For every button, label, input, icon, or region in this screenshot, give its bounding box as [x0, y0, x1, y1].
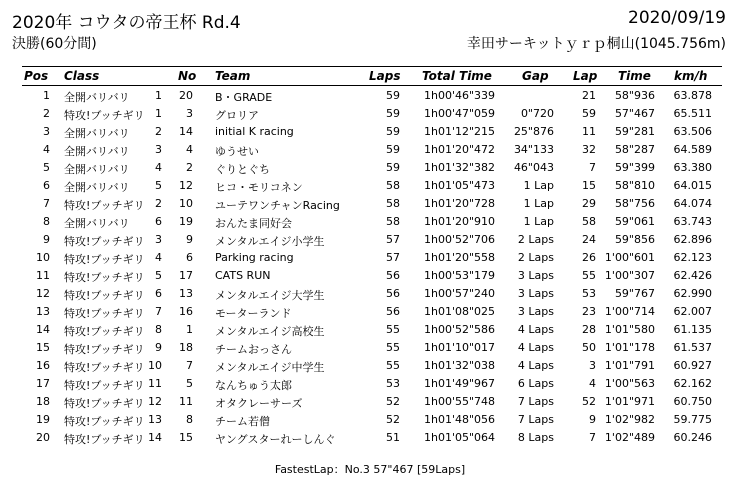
cell-no: 5 — [186, 377, 193, 390]
cell-time: 1'02"489 — [604, 431, 655, 444]
cell-gap: 4 Laps — [517, 341, 554, 354]
cell-total-time: 1h00'57"240 — [424, 287, 496, 300]
cell-kmh: 63.743 — [673, 215, 712, 228]
cell-class: 特攻!ブッチギリ — [64, 379, 145, 392]
cell-no: 20 — [179, 89, 193, 102]
cell-class-pos: 5 — [155, 179, 162, 192]
col-header-pos: Pos — [24, 69, 49, 83]
cell-lap: 55 — [582, 269, 596, 282]
cell-time: 1'00"563 — [604, 377, 655, 390]
table-row — [0, 124, 740, 142]
cell-class-pos: 3 — [155, 233, 162, 246]
cell-laps: 59 — [386, 89, 400, 102]
cell-gap: 34"133 — [513, 143, 554, 156]
header-bottom-rule — [22, 85, 722, 86]
cell-kmh: 64.074 — [673, 197, 712, 210]
col-header-lap: Lap — [573, 69, 598, 83]
col-header-class: Class — [64, 69, 100, 83]
table-row — [0, 142, 740, 160]
table-row — [0, 304, 740, 322]
cell-laps: 58 — [386, 179, 400, 192]
cell-kmh: 64.015 — [673, 179, 712, 192]
cell-gap: 2 Laps — [517, 251, 554, 264]
cell-class: 特攻!ブッチギリ — [64, 325, 145, 338]
cell-gap: 3 Laps — [517, 269, 554, 282]
cell-time: 59"767 — [614, 287, 655, 300]
cell-gap: 1 Lap — [523, 179, 554, 192]
cell-laps: 59 — [386, 143, 400, 156]
cell-time: 1'02"982 — [604, 413, 655, 426]
cell-kmh: 63.506 — [673, 125, 712, 138]
table-row — [0, 340, 740, 358]
cell-lap: 26 — [582, 251, 596, 264]
table-row — [0, 430, 740, 448]
cell-gap: 4 Laps — [517, 359, 554, 372]
cell-class: 特攻!ブッチギリ — [64, 307, 145, 320]
cell-no: 7 — [186, 359, 193, 372]
cell-time: 57"467 — [614, 107, 655, 120]
cell-kmh: 61.135 — [673, 323, 712, 336]
col-header-laps: Laps — [369, 69, 401, 83]
cell-pos: 6 — [43, 179, 50, 192]
cell-kmh: 59.775 — [673, 413, 712, 426]
cell-kmh: 62.426 — [673, 269, 712, 282]
cell-class-pos: 4 — [155, 251, 162, 264]
cell-pos: 16 — [36, 359, 50, 372]
results-table — [0, 88, 740, 448]
cell-class: 全開バリバリ — [64, 91, 130, 104]
cell-gap: 0"720 — [520, 107, 554, 120]
cell-team: CATS RUN — [215, 269, 271, 282]
cell-no: 2 — [186, 161, 193, 174]
cell-class: 特攻!ブッチギリ — [64, 253, 145, 266]
cell-total-time: 1h01'05"064 — [424, 431, 496, 444]
cell-time: 59"856 — [614, 233, 655, 246]
cell-class: 全開バリバリ — [64, 217, 130, 230]
cell-kmh: 62.990 — [673, 287, 712, 300]
cell-pos: 9 — [43, 233, 50, 246]
cell-lap: 24 — [582, 233, 596, 246]
table-row — [0, 268, 740, 286]
cell-laps: 52 — [386, 395, 400, 408]
cell-laps: 56 — [386, 305, 400, 318]
col-header-total-time: Total Time — [422, 69, 492, 83]
cell-total-time: 1h01'32"382 — [424, 161, 496, 174]
cell-time: 1'00"307 — [604, 269, 655, 282]
cell-class-pos: 2 — [155, 125, 162, 138]
cell-no: 15 — [179, 431, 193, 444]
cell-total-time: 1h00'53"179 — [424, 269, 496, 282]
cell-pos: 3 — [43, 125, 50, 138]
cell-class: 特攻!ブッチギリ — [64, 289, 145, 302]
cell-class-pos: 3 — [155, 143, 162, 156]
col-header-kmh: km/h — [674, 69, 708, 83]
table-row — [0, 88, 740, 106]
cell-team: Parking racing — [215, 251, 294, 264]
cell-gap: 7 Laps — [517, 413, 554, 426]
cell-total-time: 1h01'12"215 — [424, 125, 496, 138]
cell-laps: 51 — [386, 431, 400, 444]
cell-lap: 50 — [582, 341, 596, 354]
cell-team: ヤングスターれーしんぐ — [215, 433, 336, 446]
event-date: 2020/09/19 — [628, 8, 726, 28]
cell-pos: 13 — [36, 305, 50, 318]
cell-no: 6 — [186, 251, 193, 264]
table-row — [0, 160, 740, 178]
cell-lap: 21 — [582, 89, 596, 102]
cell-gap: 8 Laps — [517, 431, 554, 444]
cell-lap: 11 — [582, 125, 596, 138]
cell-laps: 59 — [386, 125, 400, 138]
cell-time: 1'01"178 — [604, 341, 655, 354]
cell-laps: 57 — [386, 251, 400, 264]
cell-laps: 55 — [386, 341, 400, 354]
cell-class-pos: 1 — [155, 107, 162, 120]
cell-lap: 9 — [589, 413, 596, 426]
table-row — [0, 232, 740, 250]
cell-class: 特攻!ブッチギリ — [64, 343, 145, 356]
cell-gap: 6 Laps — [517, 377, 554, 390]
cell-pos: 17 — [36, 377, 50, 390]
cell-pos: 18 — [36, 395, 50, 408]
cell-class-pos: 12 — [148, 395, 162, 408]
cell-lap: 7 — [589, 161, 596, 174]
cell-lap: 4 — [589, 377, 596, 390]
cell-team: なんちゅう太郎 — [215, 379, 292, 392]
table-row — [0, 358, 740, 376]
cell-gap: 1 Lap — [523, 197, 554, 210]
cell-laps: 55 — [386, 323, 400, 336]
cell-lap: 58 — [582, 215, 596, 228]
cell-team: ゆうせい — [215, 145, 259, 158]
cell-class-pos: 6 — [155, 215, 162, 228]
cell-lap: 28 — [582, 323, 596, 336]
session-name: 決勝(60分間) — [12, 36, 97, 52]
cell-time: 58"287 — [614, 143, 655, 156]
cell-class-pos: 7 — [155, 305, 162, 318]
cell-gap: 3 Laps — [517, 305, 554, 318]
cell-class: 全開バリバリ — [64, 127, 130, 140]
event-title: 2020年 コウタの帝王杯 Rd.4 — [12, 13, 241, 33]
cell-no: 14 — [179, 125, 193, 138]
header-top-rule — [22, 66, 722, 67]
cell-gap: 4 Laps — [517, 323, 554, 336]
cell-class: 全開バリバリ — [64, 181, 130, 194]
cell-team: メンタルエイジ中学生 — [215, 361, 325, 374]
cell-lap: 52 — [582, 395, 596, 408]
cell-no: 9 — [186, 233, 193, 246]
table-row — [0, 178, 740, 196]
fastest-lap-note: FastestLap：No.3 57"467 [59Laps] — [274, 463, 466, 476]
cell-kmh: 60.246 — [673, 431, 712, 444]
cell-pos: 20 — [36, 431, 50, 444]
cell-team: チームおっさん — [215, 343, 292, 356]
cell-class-pos: 9 — [155, 341, 162, 354]
table-row — [0, 106, 740, 124]
cell-kmh: 62.896 — [673, 233, 712, 246]
table-row — [0, 322, 740, 340]
cell-team: ヒコ・モリコネン — [215, 181, 303, 194]
venue-name: 幸田サーキットｙｒｐ桐山(1045.756m) — [466, 36, 726, 52]
cell-kmh: 63.878 — [673, 89, 712, 102]
cell-lap: 29 — [582, 197, 596, 210]
cell-class: 特攻!ブッチギリ — [64, 397, 145, 410]
cell-time: 1'00"601 — [604, 251, 655, 264]
cell-team: メンタルエイジ大学生 — [215, 289, 325, 302]
cell-gap: 7 Laps — [517, 395, 554, 408]
cell-no: 19 — [179, 215, 193, 228]
cell-kmh: 64.589 — [673, 143, 712, 156]
cell-total-time: 1h00'52"706 — [424, 233, 496, 246]
cell-no: 10 — [179, 197, 193, 210]
table-row — [0, 214, 740, 232]
cell-pos: 5 — [43, 161, 50, 174]
cell-team: メンタルエイジ高校生 — [215, 325, 325, 338]
cell-no: 16 — [179, 305, 193, 318]
cell-lap: 7 — [589, 431, 596, 444]
cell-class-pos: 11 — [148, 377, 162, 390]
cell-gap: 25"876 — [513, 125, 554, 138]
cell-team: ユーテワンチャンRacing — [215, 199, 340, 212]
cell-time: 1'01"791 — [604, 359, 655, 372]
cell-no: 4 — [186, 143, 193, 156]
cell-kmh: 63.380 — [673, 161, 712, 174]
cell-team: initial K racing — [215, 125, 294, 138]
cell-class-pos: 6 — [155, 287, 162, 300]
cell-team: グロリア — [215, 109, 259, 122]
cell-total-time: 1h01'08"025 — [424, 305, 496, 318]
cell-kmh: 62.162 — [673, 377, 712, 390]
cell-laps: 55 — [386, 359, 400, 372]
cell-lap: 59 — [582, 107, 596, 120]
cell-lap: 32 — [582, 143, 596, 156]
cell-total-time: 1h01'48"056 — [424, 413, 496, 426]
cell-no: 17 — [179, 269, 193, 282]
cell-pos: 8 — [43, 215, 50, 228]
cell-gap: 3 Laps — [517, 287, 554, 300]
cell-team: B・GRADE — [215, 91, 273, 104]
cell-no: 18 — [179, 341, 193, 354]
cell-class-pos: 13 — [148, 413, 162, 426]
cell-gap: 2 Laps — [517, 233, 554, 246]
cell-laps: 56 — [386, 269, 400, 282]
cell-gap: 1 Lap — [523, 215, 554, 228]
cell-laps: 56 — [386, 287, 400, 300]
cell-lap: 23 — [582, 305, 596, 318]
cell-class-pos: 4 — [155, 161, 162, 174]
cell-class-pos: 5 — [155, 269, 162, 282]
cell-total-time: 1h01'05"473 — [424, 179, 496, 192]
col-header-time: Time — [618, 69, 651, 83]
col-header-no: No — [178, 69, 197, 83]
cell-team: メンタルエイジ小学生 — [215, 235, 325, 248]
cell-total-time: 1h00'55"748 — [424, 395, 496, 408]
cell-team: ぐりとぐち — [215, 163, 270, 176]
col-header-gap: Gap — [522, 69, 549, 83]
cell-class-pos: 1 — [155, 89, 162, 102]
cell-time: 59"281 — [614, 125, 655, 138]
cell-lap: 53 — [582, 287, 596, 300]
cell-class: 全開バリバリ — [64, 145, 130, 158]
cell-time: 58"810 — [614, 179, 655, 192]
cell-pos: 1 — [43, 89, 50, 102]
table-row — [0, 286, 740, 304]
cell-kmh: 60.927 — [673, 359, 712, 372]
cell-pos: 4 — [43, 143, 50, 156]
col-header-team: Team — [215, 69, 251, 83]
cell-total-time: 1h01'20"728 — [424, 197, 496, 210]
cell-time: 1'01"971 — [604, 395, 655, 408]
cell-class: 特攻!ブッチギリ — [64, 199, 145, 212]
cell-class: 特攻!ブッチギリ — [64, 235, 145, 248]
cell-pos: 2 — [43, 107, 50, 120]
cell-class-pos: 10 — [148, 359, 162, 372]
table-row — [0, 250, 740, 268]
cell-laps: 53 — [386, 377, 400, 390]
cell-lap: 3 — [589, 359, 596, 372]
cell-no: 12 — [179, 179, 193, 192]
cell-laps: 59 — [386, 107, 400, 120]
cell-pos: 10 — [36, 251, 50, 264]
cell-total-time: 1h01'49"967 — [424, 377, 496, 390]
cell-total-time: 1h00'52"586 — [424, 323, 496, 336]
cell-total-time: 1h00'46"339 — [424, 89, 496, 102]
cell-team: モーターランド — [215, 307, 292, 320]
cell-team: オタクレーサーズ — [215, 397, 303, 410]
cell-kmh: 60.750 — [673, 395, 712, 408]
cell-time: 1'01"580 — [604, 323, 655, 336]
cell-pos: 12 — [36, 287, 50, 300]
cell-no: 3 — [186, 107, 193, 120]
cell-class-pos: 2 — [155, 197, 162, 210]
cell-pos: 7 — [43, 197, 50, 210]
cell-total-time: 1h01'32"038 — [424, 359, 496, 372]
cell-no: 1 — [186, 323, 193, 336]
cell-class-pos: 14 — [148, 431, 162, 444]
cell-total-time: 1h01'20"558 — [424, 251, 496, 264]
cell-time: 58"936 — [614, 89, 655, 102]
table-row — [0, 196, 740, 214]
cell-class: 特攻!ブッチギリ — [64, 361, 145, 374]
cell-team: おんたま同好会 — [215, 217, 292, 230]
cell-pos: 11 — [36, 269, 50, 282]
cell-gap: 46"043 — [513, 161, 554, 174]
table-row — [0, 394, 740, 412]
cell-class: 特攻!ブッチギリ — [64, 271, 145, 284]
cell-class-pos: 8 — [155, 323, 162, 336]
cell-kmh: 65.511 — [673, 107, 712, 120]
cell-class: 特攻!ブッチギリ — [64, 433, 145, 446]
cell-kmh: 62.123 — [673, 251, 712, 264]
cell-no: 13 — [179, 287, 193, 300]
cell-total-time: 1h01'10"017 — [424, 341, 496, 354]
cell-time: 1'00"714 — [604, 305, 655, 318]
cell-team: チーム若僧 — [215, 415, 270, 428]
cell-lap: 15 — [582, 179, 596, 192]
table-row — [0, 376, 740, 394]
cell-laps: 57 — [386, 233, 400, 246]
cell-total-time: 1h00'47"059 — [424, 107, 496, 120]
cell-laps: 58 — [386, 215, 400, 228]
cell-total-time: 1h01'20"910 — [424, 215, 496, 228]
cell-no: 11 — [179, 395, 193, 408]
cell-pos: 19 — [36, 413, 50, 426]
cell-laps: 59 — [386, 161, 400, 174]
cell-class: 全開バリバリ — [64, 163, 130, 176]
cell-time: 59"061 — [614, 215, 655, 228]
cell-time: 58"756 — [614, 197, 655, 210]
cell-no: 8 — [186, 413, 193, 426]
cell-pos: 14 — [36, 323, 50, 336]
cell-total-time: 1h01'20"472 — [424, 143, 496, 156]
cell-class: 特攻!ブッチギリ — [64, 415, 145, 428]
cell-class: 特攻!ブッチギリ — [64, 109, 145, 122]
cell-kmh: 61.537 — [673, 341, 712, 354]
cell-kmh: 62.007 — [673, 305, 712, 318]
cell-laps: 52 — [386, 413, 400, 426]
cell-pos: 15 — [36, 341, 50, 354]
table-row — [0, 412, 740, 430]
cell-laps: 58 — [386, 197, 400, 210]
cell-time: 59"399 — [614, 161, 655, 174]
